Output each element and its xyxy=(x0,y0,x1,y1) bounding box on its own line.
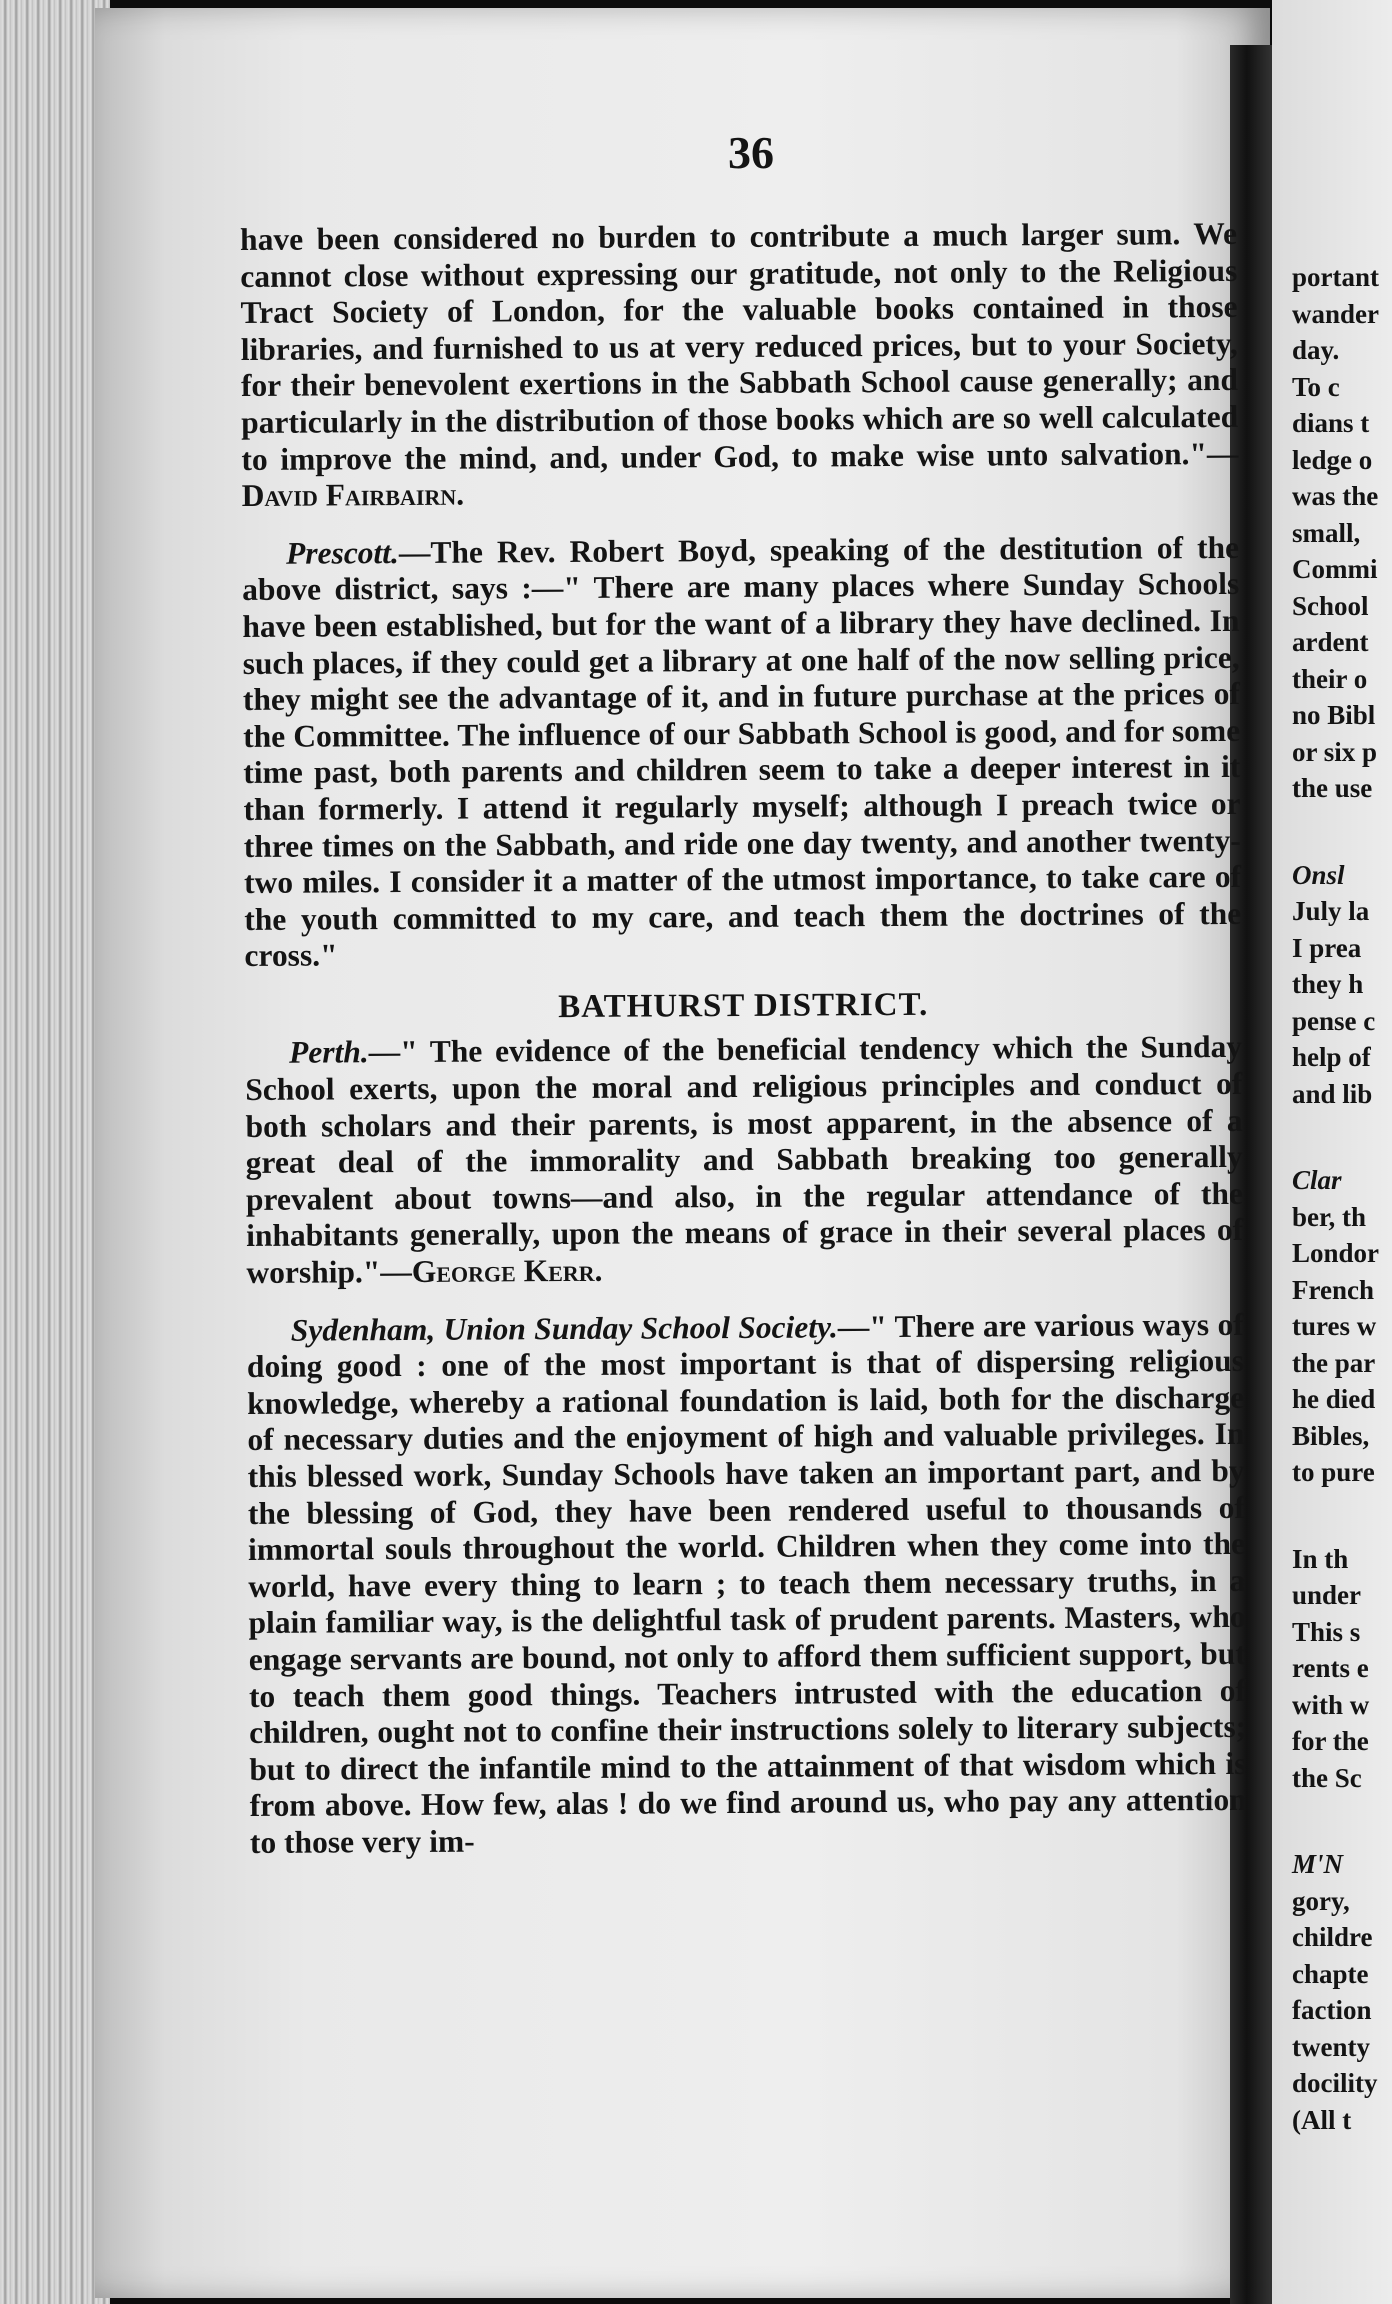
paragraph-text: have been considered no burden to contribute a much larger sum. We cannot close without expressing our gratitude, not only to the Religious Tract Society of London, for the valuable books contained in those libraries, and furnished to us at very reduced prices, but to your Society, for their benevolent exertions in the Sabbath School cause generally; and particularly in the distribution of those books which are so well calculated to improve the mind, and, under God, to make wise unto salvation."— xyxy=(240,215,1239,477)
place-name: Prescott. xyxy=(285,534,399,571)
adjacent-page-line: pense c xyxy=(1292,1005,1376,1036)
adjacent-page-line: the use xyxy=(1292,773,1373,803)
adjacent-page-line: and lib xyxy=(1292,1078,1373,1109)
adjacent-page-line: ber, th xyxy=(1292,1201,1367,1232)
page-number: 36 xyxy=(728,127,774,178)
place-name: Perth. xyxy=(288,1034,369,1071)
paragraph-text: —The Rev. Robert Boyd, speaking of the destitution of the above district, says :—" There are many places where Sunday Schools have been established, but for the want of a library they have declined. In such places, if they could get a library at one half of the now selling price, they might see the advantage of it, and in future purchase at the prices of the Committee. The influence of our Sabbath School is good, and for some time past, both parents and children seem to take a deeper interest in it than formerly. I attend it regularly myself; although I preach twice or three times on the Sabbath, and ride one day twenty, and another twenty-two miles. I consider it a matter of the utmost importance, to take care of the youth committed to my care, and teach them the doctrines of the cross." xyxy=(242,529,1242,974)
adjacent-page-line: portant xyxy=(1292,262,1379,292)
adjacent-page-line: under xyxy=(1292,1580,1362,1610)
adjacent-page-line: no Bibl xyxy=(1292,700,1376,730)
paragraph-sydenham xyxy=(247,1307,1247,1862)
adjacent-page-line: day. xyxy=(1292,335,1340,365)
adjacent-page-line: twenty xyxy=(1292,2031,1370,2062)
adjacent-page-line: Bibles, xyxy=(1292,1420,1370,1451)
paragraph-perth xyxy=(245,1029,1244,1291)
adjacent-page-line: dians t xyxy=(1292,408,1370,438)
signature: David Fairbairn. xyxy=(241,476,465,514)
adjacent-page-line: Commi xyxy=(1292,554,1378,584)
adjacent-page-line: small, xyxy=(1292,517,1361,548)
adjacent-page-line: the Sc xyxy=(1292,1762,1362,1793)
adjacent-page-line: docility xyxy=(1292,2068,1378,2098)
adjacent-page-line: tures w xyxy=(1292,1311,1377,1341)
adjacent-page-line: ardent xyxy=(1292,627,1369,657)
adjacent-page-line: they h xyxy=(1292,969,1364,999)
adjacent-page-line: or six p xyxy=(1292,736,1378,767)
adjacent-page-line: was the xyxy=(1292,481,1379,511)
adjacent-page-line: Londor xyxy=(1292,1238,1380,1268)
paragraph-text: —" There are various ways of doing good : one of the most important is that of dispersing religious knowledge, whereby a rational foundation is laid, both for the discharge of necessary duties and the enjoyment of high and valuable privileges. In this blessed work, Sunday Schools have taken an important part, and by the blessing of God, they have been rendered useful to thousands of immortal souls throughout the world. Children when they come into the world, have every thing to learn ; to teach them necessary truths, in a plain familiar way, is the delightful task of prudent parents. Masters, who engage servants are bound, not only to afford them sufficient support, but to teach them good things. Teachers intrusted with the education of children, ought not to confine their instructions solely to literary subjects; but to direct the infantile mind to the attainment of that wisdom which is from above. How few, alas ! do we find around us, who pay any attention to those very im- xyxy=(246,1306,1247,1860)
paragraph-text: —" The evidence of the beneficial tendency which the Sunday School exerts, upon the moral and religious principles and conduct of both scholars and their parents, is most apparent, in the absence of a great deal of the immorality and Sabbath breaking too generally prevalent about towns—and also, in the regular attendance of the inhabitants generally, upon the means of grace in their several places of worship."— xyxy=(245,1029,1244,1291)
adjacent-page-line: rents e xyxy=(1292,1653,1369,1683)
place-name: Sydenham, Union Sunday School Society. xyxy=(290,1308,838,1348)
section-heading: BATHURST DISTRICT. xyxy=(558,986,929,1025)
text-column xyxy=(240,216,1247,1862)
adjacent-page-fragment xyxy=(1272,0,1392,2304)
adjacent-page-line: the par xyxy=(1292,1347,1376,1378)
adjacent-page-line: I prea xyxy=(1292,932,1362,963)
adjacent-page-line: To c xyxy=(1292,371,1340,402)
adjacent-page-line: faction xyxy=(1292,1995,1372,2025)
adjacent-page-line: July la xyxy=(1292,896,1370,926)
paragraph-prescott xyxy=(242,530,1242,975)
adjacent-page-line: Onsl xyxy=(1292,859,1345,890)
adjacent-page-line: their o xyxy=(1292,663,1368,694)
book-page-edges xyxy=(0,0,110,2304)
adjacent-page-line: Clar xyxy=(1292,1165,1342,1195)
adjacent-page-line: gory, xyxy=(1292,1885,1350,1916)
adjacent-page-line: School xyxy=(1292,590,1369,621)
adjacent-page-line: he died xyxy=(1292,1384,1376,1414)
adjacent-page-line: This s xyxy=(1292,1616,1361,1647)
paragraph-continuation xyxy=(240,216,1239,515)
adjacent-page-line: wander xyxy=(1292,298,1379,329)
adjacent-page-line: to pure xyxy=(1292,1457,1375,1487)
signature: George Kerr. xyxy=(411,1252,603,1290)
adjacent-page-line: childre xyxy=(1292,1922,1373,1952)
adjacent-page-line: French xyxy=(1292,1274,1374,1305)
adjacent-page-line: M'N xyxy=(1292,1849,1344,1879)
adjacent-page-line: help of xyxy=(1292,1042,1371,1072)
adjacent-page-line: ledge o xyxy=(1292,444,1373,475)
adjacent-page-line: In th xyxy=(1292,1543,1349,1574)
adjacent-page-line: (All t xyxy=(1292,2104,1352,2135)
adjacent-page-line: with w xyxy=(1292,1689,1370,1720)
adjacent-page-line: chapte xyxy=(1292,1958,1369,1989)
adjacent-page-line: for the xyxy=(1292,1726,1369,1756)
